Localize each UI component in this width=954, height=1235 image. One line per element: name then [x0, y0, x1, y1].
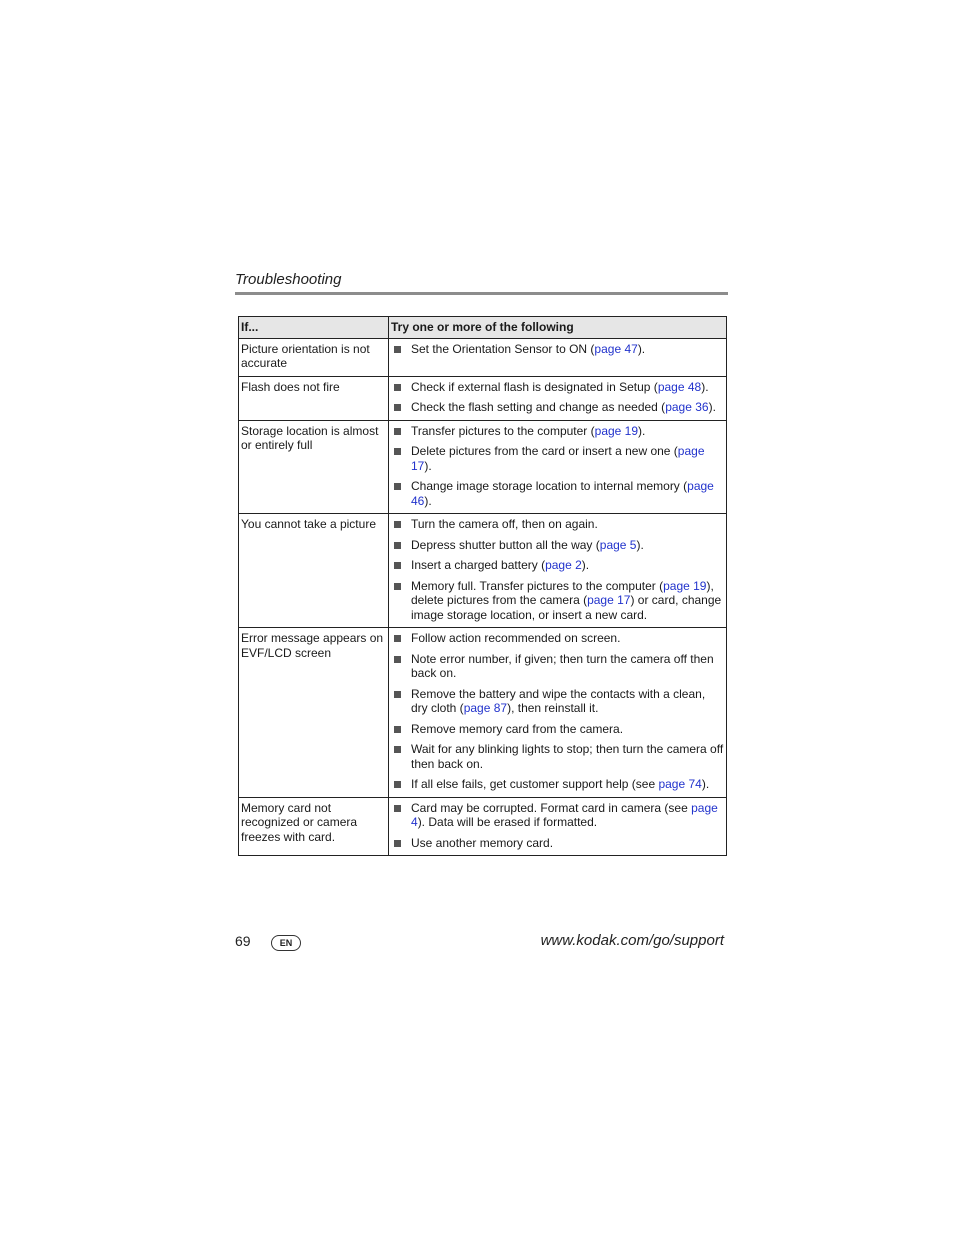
square-bullet-icon	[394, 691, 401, 698]
list-item	[391, 742, 724, 771]
page-reference-link[interactable]: page 47	[594, 341, 638, 356]
fix-text: ).	[701, 379, 709, 394]
list-item	[391, 777, 724, 792]
fixes-cell	[389, 338, 727, 376]
list-item	[391, 558, 724, 573]
square-bullet-icon	[394, 448, 401, 455]
page-reference-link[interactable]: page 5	[599, 537, 637, 552]
page-reference-link[interactable]: page 17	[587, 593, 631, 607]
fix-text: ). Data will be erased if formatted.	[417, 815, 598, 829]
fixes-cell	[389, 797, 727, 856]
condition-cell: Storage location is almost or entirely full	[239, 420, 389, 514]
table-row	[239, 338, 727, 376]
list-item	[391, 444, 724, 473]
list-item	[391, 836, 724, 851]
square-bullet-icon	[394, 542, 401, 549]
square-bullet-icon	[394, 384, 401, 391]
list-item	[391, 380, 724, 395]
table-row	[239, 628, 727, 798]
fix-text: Change image storage location to internal memory (	[411, 479, 688, 493]
fix-list	[391, 801, 724, 851]
column-header-try: Try one or more of the following	[389, 317, 727, 339]
list-item	[391, 652, 724, 681]
fix-text: ) or card, change image storage location, or insert a new card.	[411, 593, 722, 622]
section-title: Troubleshooting	[235, 271, 342, 288]
fix-text: Use another memory card.	[411, 835, 554, 850]
fix-list	[391, 342, 724, 357]
page-reference-link[interactable]: page 17	[411, 444, 705, 473]
fix-text: If all else fails, get customer support help (see	[411, 777, 659, 791]
list-item	[391, 687, 724, 716]
fix-list	[391, 517, 724, 622]
list-item	[391, 801, 724, 830]
fix-text: Depress shutter button all the way (	[411, 537, 600, 552]
fixes-cell	[389, 420, 727, 514]
table-row	[239, 376, 727, 420]
square-bullet-icon	[394, 346, 401, 353]
square-bullet-icon	[394, 562, 401, 569]
language-badge: EN	[271, 935, 301, 951]
fix-text: Wait for any blinking lights to stop; then turn the camera off then back on.	[411, 742, 724, 771]
page-reference-link[interactable]: page 19	[663, 578, 707, 593]
page-reference-link[interactable]: page 48	[657, 379, 702, 394]
fix-text: Check the flash setting and change as needed (	[411, 400, 666, 414]
list-item	[391, 538, 724, 553]
fixes-cell	[389, 376, 727, 420]
square-bullet-icon	[394, 726, 401, 733]
list-item	[391, 342, 724, 357]
fix-text: ).	[636, 537, 644, 552]
table-body	[239, 338, 727, 856]
page-reference-link[interactable]: page 74	[658, 777, 702, 791]
list-item	[391, 479, 724, 508]
fix-text: Set the Orientation Sensor to ON (	[411, 341, 595, 356]
fixes-cell	[389, 628, 727, 798]
square-bullet-icon	[394, 583, 401, 590]
troubleshooting-table	[238, 316, 727, 856]
fix-text: Delete pictures from the card or insert a new one (	[411, 444, 678, 458]
table-row	[239, 420, 727, 514]
square-bullet-icon	[394, 840, 401, 847]
square-bullet-icon	[394, 404, 401, 411]
support-url: www.kodak.com/go/support	[540, 932, 724, 949]
page-reference-link[interactable]: page 87	[463, 701, 508, 715]
condition-cell: Picture orientation is not accurate	[239, 338, 389, 376]
page-reference-link[interactable]: page 2	[545, 558, 582, 572]
title-rule	[235, 292, 728, 295]
fix-text: ).	[701, 777, 710, 791]
square-bullet-icon	[394, 428, 401, 435]
fix-text: Turn the camera off, then on again.	[411, 517, 598, 531]
list-item	[391, 400, 724, 415]
page-reference-link[interactable]: page 36	[665, 400, 709, 414]
column-header-if: If...	[239, 317, 389, 339]
fix-list	[391, 631, 724, 792]
fix-text: Check if external flash is designated in Setup (	[411, 379, 658, 394]
condition-cell: Error message appears on EVF/LCD screen	[239, 628, 389, 798]
list-item	[391, 517, 724, 532]
square-bullet-icon	[394, 483, 401, 490]
square-bullet-icon	[394, 656, 401, 663]
fix-list	[391, 380, 724, 415]
fix-text: Remove the battery and wipe the contacts with a clean, dry cloth (	[411, 686, 706, 715]
fix-text: Transfer pictures to the computer (	[411, 423, 595, 438]
list-item	[391, 722, 724, 737]
table-row	[239, 514, 727, 628]
square-bullet-icon	[394, 746, 401, 753]
page-number: 69	[235, 933, 251, 949]
fix-list	[391, 424, 724, 509]
page-reference-link[interactable]: page 4	[411, 800, 718, 829]
page-reference-link[interactable]: page 19	[594, 423, 639, 438]
fix-text: Follow action recommended on screen.	[411, 631, 621, 645]
list-item	[391, 579, 724, 623]
fix-text: Memory full. Transfer pictures to the computer (	[411, 578, 664, 593]
fix-text: Insert a charged battery (	[411, 558, 546, 572]
fix-text: ).	[708, 400, 716, 414]
fixes-cell	[389, 514, 727, 628]
square-bullet-icon	[394, 521, 401, 528]
fix-text: ).	[424, 493, 432, 508]
fix-text: ).	[637, 341, 646, 356]
table-header-row	[239, 317, 727, 339]
page-reference-link[interactable]: page 46	[411, 479, 714, 508]
condition-cell: Memory card not recognized or camera freezes with card.	[239, 797, 389, 856]
fix-text: ).	[638, 423, 646, 438]
fix-text: Remove memory card from the camera.	[411, 721, 624, 736]
fix-text: Card may be corrupted. Format card in camera (see	[411, 800, 692, 815]
condition-cell: You cannot take a picture	[239, 514, 389, 628]
fix-text: ), delete pictures from the camera (	[411, 578, 714, 607]
table-row	[239, 797, 727, 856]
square-bullet-icon	[394, 805, 401, 812]
condition-cell: Flash does not fire	[239, 376, 389, 420]
list-item	[391, 424, 724, 439]
fix-text: Note error number, if given; then turn the camera off then back on.	[411, 651, 714, 680]
fix-text: ).	[581, 558, 590, 572]
list-item	[391, 631, 724, 646]
fix-text: ).	[424, 458, 432, 473]
square-bullet-icon	[394, 781, 401, 788]
square-bullet-icon	[394, 635, 401, 642]
fix-text: ), then reinstall it.	[507, 701, 599, 715]
